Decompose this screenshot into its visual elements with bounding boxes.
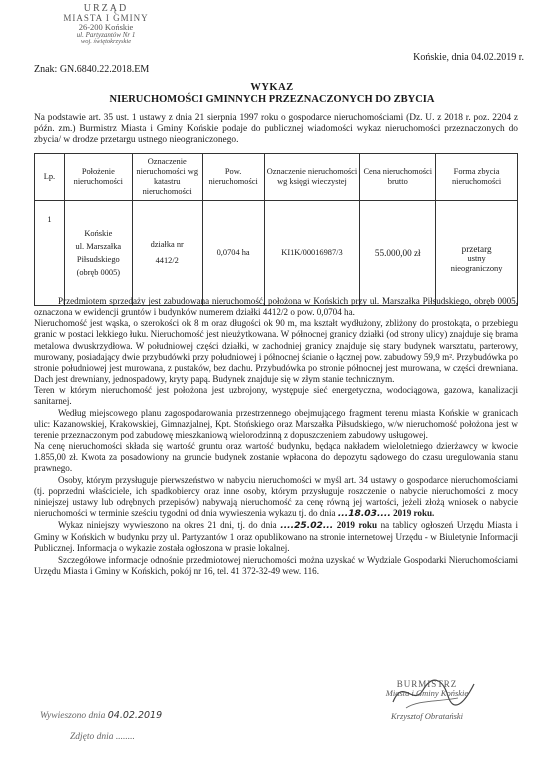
cell-location	[64, 201, 132, 306]
parcel-line: 4412/2	[155, 256, 179, 265]
reference-number: Znak: GN.6840.22.2018.EM	[34, 64, 150, 75]
header-land-register: Oznaczenie nieruchomości wg księgi wieczystej	[264, 154, 360, 201]
priority-text: Osoby, którym przysługuje pierwszeństwo w nabyciu nieruchomości w myśl art. 34 ustawy o gospodarce nieruchomościami (tj. poprzedni właściciele, ich spadkobiercy oraz inne osoby, którym przysługuje roszczenie o nabycie nieruchomości z mocy niniejszej ustawy lub odrębnych przepisów) nabywają nieruchomość za cenę równą jej wartości, jeżeli złożą wniosek o nabycie nieruchomości w terminie sześciu tygodni od dnia wywieszenia wykazu tj. do dnia	[34, 474, 518, 518]
parcel-line: działka nr	[150, 240, 184, 249]
paragraph-price-composition: Na cenę nieruchomości składa się wartość gruntu oraz wartość budynku, będąca nakładem wieloletniego dzierżawcy w kwocie 1.855,00 zł. Kwota za posadowiony na gruncie budynek zostanie wpłacona do depozytu sądowego do czasu uregulowania stanu prawnego.	[34, 441, 518, 474]
location-line: Końskie	[84, 228, 113, 238]
posted-label: Wywieszono dnia	[40, 711, 106, 721]
priority-deadline-year: 2019 roku.	[393, 507, 435, 518]
cell-form	[436, 201, 518, 306]
form-line: ustny	[467, 254, 486, 263]
document-subtitle: NIERUCHOMOŚCI GMINNYCH PRZEZNACZONYCH DO ZBYCIA	[109, 94, 435, 105]
property-table	[34, 153, 518, 306]
table-header-row	[35, 154, 518, 201]
signature-title: BURMISTRZ	[396, 679, 458, 689]
posted-date: 04.02.2019	[107, 710, 163, 721]
cell-parcel	[132, 201, 202, 306]
paragraph-zoning: Według miejscowego planu zagospodarowania przestrzennego obejmującego fragment terenu miasta Końskie w granicach ulic: Kazanowskiej, Krakowskiej, Gimnazjalnej, Kpt. Stońskiego oraz Marszałka Piłsudskiego, w/w nieruchomość położona jest w terenie przeznaczonym pod zabudowę mieszkaniową wielorodzinną z dopuszczeniem zabudowy usługowej.	[34, 407, 518, 440]
stamp-line: 26-200 Końskie	[78, 22, 134, 32]
removed-line: Zdjęto dnia ........	[70, 732, 135, 742]
paragraph-utilities: Teren w którym nieruchomość jest położona jest uzbrojony, występuje sieć energetyczna, wodociągowa, gazowa, kanalizacji sanitarnej.	[34, 385, 518, 407]
cell-price: 55.000,00 zł	[360, 201, 436, 306]
header-form: Forma zbycia nieruchomości	[436, 154, 518, 201]
stamp-line: ul. Partyzantów Nr 1	[76, 30, 136, 39]
paragraph-description: Nieruchomość jest wąska, o szerokości ok 8 m oraz długości ok 90 m, ma kształt wydłużony, zbliżony do prostokąta, o przebiegu granic w postaci lekkiego łuku. Nieruchomość jest nieużytkowana. W północnej granicy działki (od strony ulicy) znajduje się brama metalowa dwuskrzydłowa. W południowej części działki, w zachodniej granicy znajduje się stary budynek warsztatu, parterowy, murowany, posiadający dwie przybudówki przy południowej i północnej ścianie o łącznej pow. zabudowy 59,9 m². Przybudówka po stronie południowej jest murowana, z pustaków, bez dachu. Przybudówka po stronie północnej jest murowana, w części drewniana. Dach jest drewniany, jednospadowy, kryty papą. Budynek znajduje się w złym stanie technicznym.	[34, 318, 518, 385]
signature-office: Miasta i Gminy Końskie	[385, 688, 469, 698]
posting-text: Wykaz niniejszy wywieszono na okres 21 dni, tj. do dnia	[58, 520, 277, 531]
paragraph-posting	[34, 520, 518, 554]
paragraph-subject: Przedmiotem sprzedaży jest zabudowana nieruchomość, położona w Końskich przy ul. Marszałka Piłsudskiego, obręb 0005, oznaczona w ewidencji gruntów i budynków numerem działki 4412/2 o pow. 0,0704 ha.	[34, 296, 518, 318]
header-parcel: Oznaczenie nieruchomości wg katastru nieruchomości	[132, 154, 202, 201]
form-line: przetarg	[461, 244, 492, 254]
cell-lp: 1	[35, 201, 65, 306]
posting-end-date: ....25.02...	[280, 521, 334, 532]
document-date: Końskie, dnia 04.02.2019 r.	[413, 52, 524, 63]
office-stamp	[56, 4, 156, 45]
signature-block	[352, 680, 502, 720]
posting-end-year: 2019 roku	[336, 520, 378, 531]
stamp-line: URZĄD	[83, 3, 129, 14]
header-price: Cena nieruchomości brutto	[360, 154, 436, 201]
header-location: Położenie nieruchomości	[64, 154, 132, 201]
table-row	[35, 201, 518, 306]
document-body	[34, 296, 518, 577]
header-lp: Lp.	[35, 154, 65, 201]
stamp-line: MIASTA I GMINY	[63, 13, 149, 23]
posted-line	[40, 710, 162, 721]
document-title: WYKAZ	[250, 82, 294, 93]
priority-deadline-date: ...18.03....	[337, 508, 391, 519]
cell-land-register: KI1K/00016987/3	[264, 201, 360, 306]
signature-name: Krzysztof Obratański	[390, 710, 464, 721]
form-line: nieograniczony	[450, 264, 503, 273]
paragraph-priority	[34, 475, 518, 521]
stamp-line: woj. świętokrzyskie	[80, 37, 132, 45]
location-line: ul. Marszałka	[75, 241, 122, 251]
header-area: Pow. nieruchomości	[202, 154, 264, 201]
location-line: Piłsudskiego	[76, 254, 120, 264]
posting-details: na tablicy ogłoszeń Urzędu Miasta i Gminy w Końskich w budynku przy ul. Partyzantów 1 oraz opublikowano na stronie internetowej Urzędu - w Biuletynie Informacji Publicznej. Informacja o wykazie została ogłoszona w prasie lokalnej.	[34, 520, 518, 554]
paragraph-contact: Szczegółowe informacje odnośnie przedmiotowej nieruchomości można uzyskać w Wydziale Gospodarki Nieruchomościami Urzędu Miasta i Gminy w Końskich, pokój nr 16, tel. 41 372-32-49 wew. 116.	[34, 554, 518, 576]
intro-paragraph: Na podstawie art. 35 ust. 1 ustawy z dnia 21 sierpnia 1997 roku o gospodarce nieruchomościami (Dz. U. z 2018 r. poz. 2204 z późn. zm.) Burmistrz Miasta i Gminy Końskie podaje do publicznej wiadomości wykaz nieruchomości przeznaczonych do zbycia/ w drodze przetargu ustnego nieograniczonego.	[34, 113, 518, 145]
cell-area: 0,0704 ha	[202, 201, 264, 306]
location-line: (obręb 0005)	[76, 267, 121, 277]
